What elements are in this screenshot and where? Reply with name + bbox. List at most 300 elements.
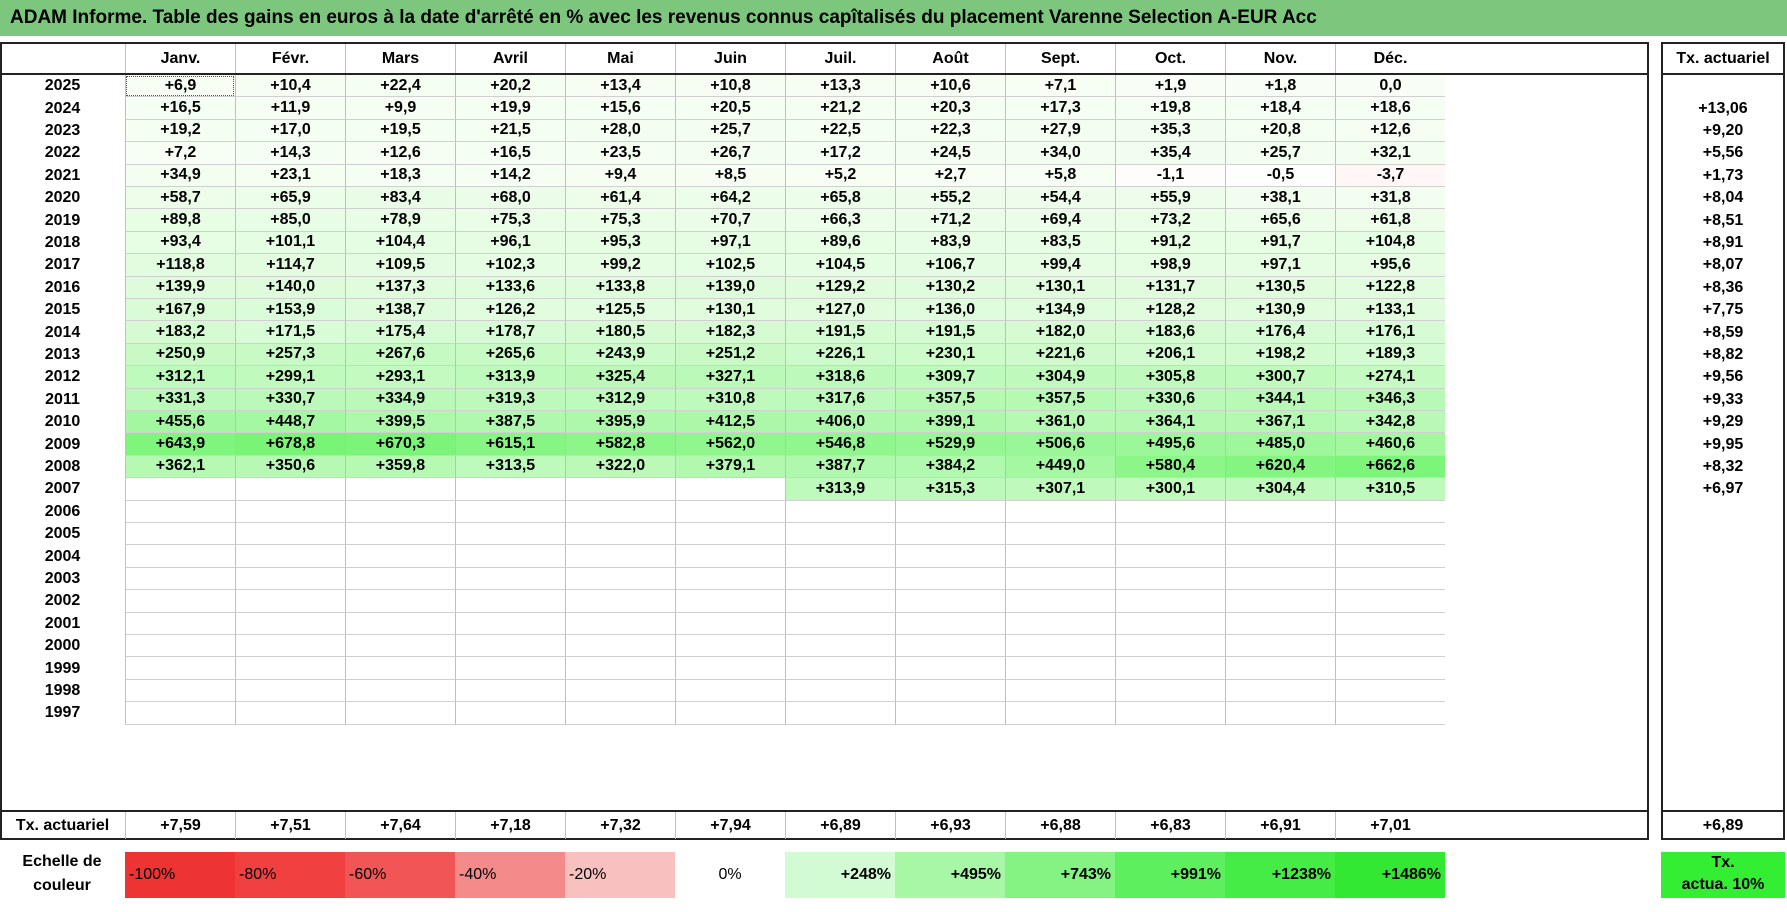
table-cell: +449,0 <box>1005 456 1115 478</box>
table-cell <box>675 478 785 500</box>
legend-swatch: 0% <box>675 852 785 898</box>
table-cell <box>235 523 345 545</box>
table-cell: +580,4 <box>1115 456 1225 478</box>
table-cell: +615,1 <box>455 433 565 455</box>
table-cell: +346,3 <box>1335 389 1445 411</box>
table-cell <box>1115 545 1225 567</box>
table-cell <box>1005 590 1115 612</box>
tx-actuariel-cell <box>1661 657 1785 679</box>
table-cell: +529,9 <box>895 433 1005 455</box>
table-cell <box>565 657 675 679</box>
table-cell: +250,9 <box>125 344 235 366</box>
table-cell: +66,3 <box>785 209 895 231</box>
table-cell: +97,1 <box>1225 254 1335 276</box>
table-cell <box>785 501 895 523</box>
table-cell <box>235 613 345 635</box>
table-cell <box>345 590 455 612</box>
table-cell <box>1225 545 1335 567</box>
table-cell: +643,9 <box>125 433 235 455</box>
table-cell <box>1115 590 1225 612</box>
table-cell: +139,9 <box>125 277 235 299</box>
table-cell: +6,9 <box>125 75 235 97</box>
table-cell: +2,7 <box>895 165 1005 187</box>
footer-tx-cell: +6,88 <box>1005 812 1115 839</box>
tx-actuariel-cell <box>1661 501 1785 523</box>
table-cell: +310,8 <box>675 389 785 411</box>
table-cell <box>1005 657 1115 679</box>
table-cell: +300,1 <box>1115 478 1225 500</box>
year-label: 1998 <box>44 681 81 699</box>
table-cell <box>125 635 235 657</box>
table-cell <box>1005 635 1115 657</box>
year-label: 2006 <box>44 502 81 520</box>
table-cell: +130,5 <box>1225 277 1335 299</box>
table-cell: +251,2 <box>675 344 785 366</box>
tx-actuariel-cell <box>1661 635 1785 657</box>
table-cell: +361,0 <box>1005 411 1115 433</box>
table-cell: +330,6 <box>1115 389 1225 411</box>
table-cell: +24,5 <box>895 142 1005 164</box>
table-cell <box>785 635 895 657</box>
table-cell <box>565 523 675 545</box>
footer-tx-cell: +7,51 <box>235 812 345 839</box>
table-cell: +191,5 <box>785 321 895 343</box>
table-cell: +133,1 <box>1335 299 1445 321</box>
legend-swatch: +495% <box>895 852 1005 898</box>
table-cell: +399,1 <box>895 411 1005 433</box>
legend-swatch: +1238% <box>1225 852 1335 898</box>
table-cell <box>1115 501 1225 523</box>
table-cell: +7,2 <box>125 142 235 164</box>
table-cell: +61,4 <box>565 187 675 209</box>
year-label: 2010 <box>44 413 81 431</box>
table-cell <box>895 590 1005 612</box>
table-cell <box>895 568 1005 590</box>
table-cell: +23,1 <box>235 165 345 187</box>
table-cell: +18,6 <box>1335 97 1445 119</box>
table-cell <box>235 545 345 567</box>
table-cell: +178,7 <box>455 321 565 343</box>
table-cell <box>125 590 235 612</box>
table-cell: +89,6 <box>785 232 895 254</box>
table-cell <box>235 590 345 612</box>
table-cell: +395,9 <box>565 411 675 433</box>
table-cell <box>1335 613 1445 635</box>
year-label: 2016 <box>44 278 81 296</box>
table-cell: +10,6 <box>895 75 1005 97</box>
table-cell <box>1335 635 1445 657</box>
table-cell: +10,8 <box>675 75 785 97</box>
table-cell: +137,3 <box>345 277 455 299</box>
table-cell: +265,6 <box>455 344 565 366</box>
table-cell <box>125 568 235 590</box>
table-cell: +58,7 <box>125 187 235 209</box>
table-cell <box>785 545 895 567</box>
table-cell: +19,5 <box>345 120 455 142</box>
year-label: 2009 <box>44 435 81 453</box>
table-cell: +20,5 <box>675 97 785 119</box>
table-cell: +91,2 <box>1115 232 1225 254</box>
table-cell: +5,2 <box>785 165 895 187</box>
table-cell: +27,9 <box>1005 120 1115 142</box>
table-cell: +17,2 <box>785 142 895 164</box>
table-cell: +330,7 <box>235 389 345 411</box>
table-cell <box>1335 590 1445 612</box>
table-cell: +387,5 <box>455 411 565 433</box>
year-label: 1997 <box>44 704 81 722</box>
page-title: ADAM Informe. Table des gains en euros à la date d'arrêté en % avec les revenus connus capîtalisés du placement Varenne Selection A-EUR Acc <box>0 0 1787 36</box>
table-cell: +455,6 <box>125 411 235 433</box>
table-cell: +83,5 <box>1005 232 1115 254</box>
legend-tx-line1: Tx. <box>1711 854 1735 871</box>
table-cell: +183,2 <box>125 321 235 343</box>
table-cell: +357,5 <box>1005 389 1115 411</box>
table-cell <box>455 478 565 500</box>
table-cell: +304,4 <box>1225 478 1335 500</box>
table-cell: +331,3 <box>125 389 235 411</box>
tx-actuariel-cell: +8,04 <box>1702 189 1744 207</box>
table-cell: +127,0 <box>785 299 895 321</box>
year-label: 2003 <box>44 569 81 587</box>
table-cell <box>675 702 785 724</box>
table-cell <box>125 478 235 500</box>
table-cell: +230,1 <box>895 344 1005 366</box>
table-cell: +367,1 <box>1225 411 1335 433</box>
table-cell: +21,2 <box>785 97 895 119</box>
table-cell: +448,7 <box>235 411 345 433</box>
table-cell: +19,9 <box>455 97 565 119</box>
table-cell: +304,9 <box>1005 366 1115 388</box>
tx-actuariel-cell <box>1661 568 1785 590</box>
table-cell: +133,6 <box>455 277 565 299</box>
table-cell: +28,0 <box>565 120 675 142</box>
table-cell: +130,9 <box>1225 299 1335 321</box>
table-cell: +310,5 <box>1335 478 1445 500</box>
table-cell: +546,8 <box>785 433 895 455</box>
table-cell: +10,4 <box>235 75 345 97</box>
table-cell: +313,9 <box>785 478 895 500</box>
table-cell <box>1225 613 1335 635</box>
table-cell <box>345 501 455 523</box>
footer-tx-cell: +6,83 <box>1115 812 1225 839</box>
table-cell: +91,7 <box>1225 232 1335 254</box>
table-cell: +206,1 <box>1115 344 1225 366</box>
table-cell <box>455 501 565 523</box>
table-cell: +129,2 <box>785 277 895 299</box>
year-label: 2018 <box>44 233 81 251</box>
table-cell <box>1335 657 1445 679</box>
table-cell: +130,1 <box>1005 277 1115 299</box>
table-cell: +198,2 <box>1225 344 1335 366</box>
table-cell: -0,5 <box>1225 165 1335 187</box>
year-label: 2025 <box>44 77 81 95</box>
table-cell: +128,2 <box>1115 299 1225 321</box>
table-cell: +7,1 <box>1005 75 1115 97</box>
table-cell: +99,2 <box>565 254 675 276</box>
footer-tx-cell: +7,94 <box>675 812 785 839</box>
table-cell <box>1225 702 1335 724</box>
table-cell: 0,0 <box>1335 75 1445 97</box>
tx-actuariel-header: Tx. actuariel <box>1676 50 1770 67</box>
table-cell <box>125 501 235 523</box>
table-cell: +98,9 <box>1115 254 1225 276</box>
table-cell: +17,0 <box>235 120 345 142</box>
table-cell <box>455 702 565 724</box>
tx-actuariel-cell: +9,33 <box>1702 390 1744 408</box>
table-cell: +140,0 <box>235 277 345 299</box>
table-cell: +11,9 <box>235 97 345 119</box>
table-cell: +20,3 <box>895 97 1005 119</box>
table-cell <box>1115 680 1225 702</box>
table-cell <box>1335 545 1445 567</box>
table-cell: +75,3 <box>455 209 565 231</box>
table-cell: +357,5 <box>895 389 1005 411</box>
table-cell: +243,9 <box>565 344 675 366</box>
table-cell: +412,5 <box>675 411 785 433</box>
table-cell: +85,0 <box>235 209 345 231</box>
table-cell: +125,5 <box>565 299 675 321</box>
table-cell <box>1005 523 1115 545</box>
year-label: 2001 <box>44 614 81 632</box>
month-header-8: Août <box>895 44 1005 74</box>
table-cell: +22,4 <box>345 75 455 97</box>
legend-swatch: -40% <box>455 852 565 898</box>
table-cell: +133,8 <box>565 277 675 299</box>
table-cell: +342,8 <box>1335 411 1445 433</box>
table-cell: +176,4 <box>1225 321 1335 343</box>
footer-tx-total: +6,89 <box>1702 816 1744 834</box>
table-cell: +23,5 <box>565 142 675 164</box>
table-cell <box>565 590 675 612</box>
month-header-5: Mai <box>565 44 675 74</box>
table-cell: +221,6 <box>1005 344 1115 366</box>
table-cell: +25,7 <box>1225 142 1335 164</box>
table-cell <box>1225 680 1335 702</box>
table-cell: +582,8 <box>565 433 675 455</box>
table-cell: +176,1 <box>1335 321 1445 343</box>
table-cell <box>675 501 785 523</box>
table-cell <box>565 478 675 500</box>
legend-tx-actua <box>1661 852 1785 898</box>
table-cell: +406,0 <box>785 411 895 433</box>
table-cell: +55,9 <box>1115 187 1225 209</box>
table-cell: +506,6 <box>1005 433 1115 455</box>
table-cell: +327,1 <box>675 366 785 388</box>
year-label: 2024 <box>44 99 81 117</box>
table-cell <box>1335 568 1445 590</box>
table-cell: +14,2 <box>455 165 565 187</box>
table-cell: +350,6 <box>235 456 345 478</box>
table-cell: +95,6 <box>1335 254 1445 276</box>
table-cell <box>1115 568 1225 590</box>
table-cell: +384,2 <box>895 456 1005 478</box>
tx-actuariel-cell: +13,06 <box>1698 99 1748 117</box>
footer-tx-cell: +7,64 <box>345 812 455 839</box>
table-cell: +31,8 <box>1335 187 1445 209</box>
table-cell: +379,1 <box>675 456 785 478</box>
table-cell: +75,3 <box>565 209 675 231</box>
table-cell: +99,4 <box>1005 254 1115 276</box>
table-cell <box>1335 523 1445 545</box>
table-cell: +102,3 <box>455 254 565 276</box>
table-cell: +104,5 <box>785 254 895 276</box>
table-cell <box>785 657 895 679</box>
table-cell: +54,4 <box>1005 187 1115 209</box>
table-cell <box>565 702 675 724</box>
table-cell <box>1225 590 1335 612</box>
table-cell: +1,9 <box>1115 75 1225 97</box>
tx-actuariel-cell <box>1661 590 1785 612</box>
table-cell: +139,0 <box>675 277 785 299</box>
table-cell <box>895 702 1005 724</box>
table-cell: +495,6 <box>1115 433 1225 455</box>
table-cell: +19,2 <box>125 120 235 142</box>
table-cell <box>1225 501 1335 523</box>
table-cell: +97,1 <box>675 232 785 254</box>
tx-actuariel-cell <box>1661 680 1785 702</box>
table-cell <box>345 680 455 702</box>
table-cell: +95,3 <box>565 232 675 254</box>
table-cell <box>785 568 895 590</box>
table-cell: +17,3 <box>1005 97 1115 119</box>
table-cell: +130,2 <box>895 277 1005 299</box>
table-cell <box>1225 568 1335 590</box>
table-cell <box>125 545 235 567</box>
table-cell: -1,1 <box>1115 165 1225 187</box>
table-cell <box>125 657 235 679</box>
table-cell: +315,3 <box>895 478 1005 500</box>
table-cell <box>1005 680 1115 702</box>
month-header-6: Juin <box>675 44 785 74</box>
month-header-3: Mars <box>345 44 455 74</box>
table-cell <box>1115 635 1225 657</box>
table-cell <box>345 478 455 500</box>
table-cell: +317,6 <box>785 389 895 411</box>
table-cell: +318,6 <box>785 366 895 388</box>
year-label: 2011 <box>45 390 80 408</box>
table-cell <box>675 568 785 590</box>
table-cell <box>1225 657 1335 679</box>
tx-actuariel-cell: +8,32 <box>1702 457 1744 475</box>
legend-label-line1: Echelle de <box>22 853 102 870</box>
table-cell <box>675 545 785 567</box>
year-label: 2021 <box>44 166 81 184</box>
table-cell <box>565 613 675 635</box>
month-header-7: Juil. <box>785 44 895 74</box>
table-cell <box>455 657 565 679</box>
table-cell <box>345 523 455 545</box>
table-cell <box>125 613 235 635</box>
table-cell: +64,2 <box>675 187 785 209</box>
table-cell: +83,9 <box>895 232 1005 254</box>
table-cell: +16,5 <box>125 97 235 119</box>
table-cell: +109,5 <box>345 254 455 276</box>
table-cell <box>455 635 565 657</box>
legend-swatch: -20% <box>565 852 675 898</box>
table-cell <box>345 613 455 635</box>
year-label: 2015 <box>44 301 81 319</box>
table-cell: +126,2 <box>455 299 565 321</box>
table-cell: +182,0 <box>1005 321 1115 343</box>
table-cell: +9,4 <box>565 165 675 187</box>
table-cell: +12,6 <box>345 142 455 164</box>
table-cell <box>565 501 675 523</box>
year-label: 2014 <box>44 323 81 341</box>
table-cell: +122,8 <box>1335 277 1445 299</box>
table-cell: +19,8 <box>1115 97 1225 119</box>
table-cell: +13,3 <box>785 75 895 97</box>
table-cell <box>1005 613 1115 635</box>
tx-actuariel-cell: +6,97 <box>1702 480 1744 498</box>
table-cell <box>895 545 1005 567</box>
table-cell <box>1005 568 1115 590</box>
legend-swatch: +248% <box>785 852 895 898</box>
year-label: 2022 <box>44 144 81 162</box>
table-cell: +9,9 <box>345 97 455 119</box>
tx-actuariel-cell <box>1661 545 1785 567</box>
table-cell: +334,9 <box>345 389 455 411</box>
table-cell: +131,7 <box>1115 277 1225 299</box>
table-cell <box>1115 657 1225 679</box>
tx-actuariel-cell <box>1661 75 1785 97</box>
table-cell: +68,0 <box>455 187 565 209</box>
table-cell <box>895 523 1005 545</box>
legend-label-line2: couleur <box>33 877 91 894</box>
table-cell <box>345 635 455 657</box>
table-cell: +399,5 <box>345 411 455 433</box>
table-cell <box>1335 680 1445 702</box>
month-header-10: Oct. <box>1115 44 1225 74</box>
footer-tx-cell: +7,01 <box>1335 812 1445 839</box>
table-cell: +18,3 <box>345 165 455 187</box>
table-cell <box>785 680 895 702</box>
table-cell: +364,1 <box>1115 411 1225 433</box>
table-cell <box>345 568 455 590</box>
month-header-12: Déc. <box>1335 44 1445 74</box>
table-cell <box>235 568 345 590</box>
table-cell: +35,3 <box>1115 120 1225 142</box>
table-cell <box>565 635 675 657</box>
legend-swatch: +991% <box>1115 852 1225 898</box>
table-cell <box>1115 523 1225 545</box>
table-cell: +32,1 <box>1335 142 1445 164</box>
tx-actuariel-cell: +9,29 <box>1702 413 1744 431</box>
month-header-2: Févr. <box>235 44 345 74</box>
table-cell: +136,0 <box>895 299 1005 321</box>
table-cell: +312,1 <box>125 366 235 388</box>
table-cell <box>1115 702 1225 724</box>
table-cell: +344,1 <box>1225 389 1335 411</box>
table-cell <box>455 613 565 635</box>
footer-tx-cell: +6,91 <box>1225 812 1335 839</box>
table-cell <box>345 657 455 679</box>
month-header-1: Janv. <box>125 44 235 74</box>
table-cell: +312,9 <box>565 389 675 411</box>
table-cell: +104,4 <box>345 232 455 254</box>
year-label: 2023 <box>44 121 81 139</box>
table-cell: +20,8 <box>1225 120 1335 142</box>
table-cell: +189,3 <box>1335 344 1445 366</box>
table-cell: +71,2 <box>895 209 1005 231</box>
table-cell <box>675 613 785 635</box>
table-cell: +662,6 <box>1335 456 1445 478</box>
table-cell: +18,4 <box>1225 97 1335 119</box>
table-cell: +106,7 <box>895 254 1005 276</box>
table-cell: +65,8 <box>785 187 895 209</box>
table-cell: +670,3 <box>345 433 455 455</box>
table-cell <box>895 657 1005 679</box>
table-cell <box>235 501 345 523</box>
